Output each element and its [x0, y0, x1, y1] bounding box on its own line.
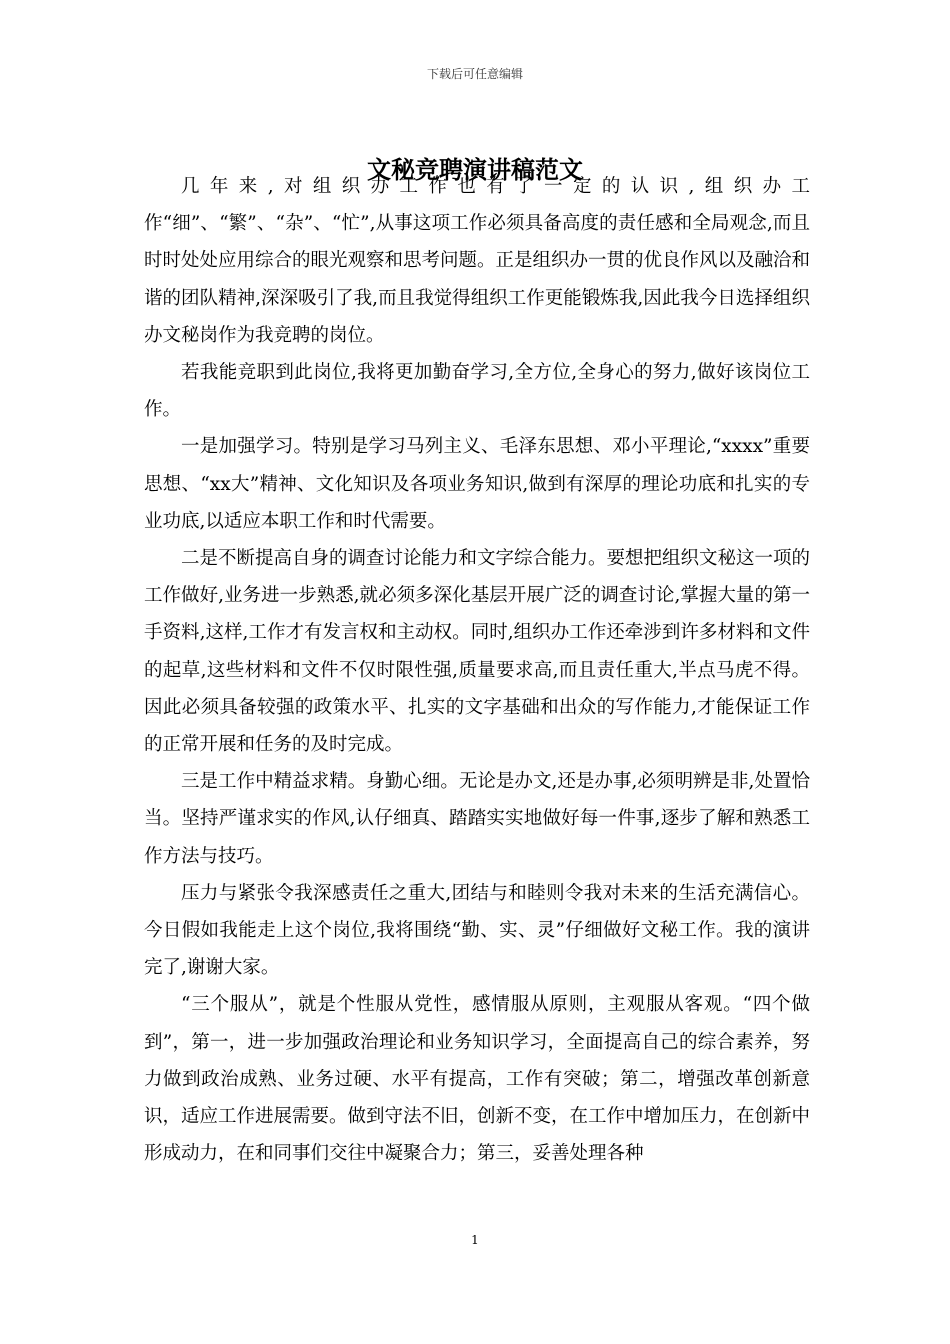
- paragraph: 一是加强学习。特别是学习马列主义、毛泽东思想、邓小平理论,“xxxx”重要思想、“xx大”精神、文化知识及各项业务知识,做到有深厚的理论功底和扎实的专业功底,以适应本职工作和时代需要。: [144, 436, 810, 532]
- page-number: 1: [471, 1233, 479, 1247]
- paragraph: “三个服从”，就是个性服从党性，感情服从原则，主观服从客观。“四个做到”，第一，进一步加强政治理论和业务知识学习，全面提高自己的综合素养，努力做到政治成熟、业务过硬、水平有提高，工作有突破；第二，增强改革创新意识，适应工作进展需要。做到守法不旧，创新不变，在工作中增加压力，在创新中形成动力，在和同事们交往中凝聚合力；第三，妥善处理各种: [144, 994, 811, 1165]
- document-title: 文秘竞聘演讲稿范文: [367, 155, 583, 184]
- paragraph: 二是不断提高自身的调查讨论能力和文字综合能力。要想把组织文秘这一项的工作做好,业务进一步熟悉,就必须多深化基层开展广泛的调查讨论,掌握大量的第一手资料,这样,工作才有发言权和主动权。同时,组织办工作还牵涉到许多材料和文件的起草,这些材料和文件不仅时限性强,质量要求高,而且责任重大,半点马虎不得。因此必须具备较强的政策水平、扎实的文字基础和出众的写作能力,才能保证工作的正常开展和任务的及时完成。: [144, 548, 811, 756]
- paragraph: 几年来,对组织办工作也有了一定的认识,组织办工作“细”、“繁”、“杂”、“忙”,从事这项工作必须具备高度的责任感和全局观念,而且时时处处应用综合的眼光观察和思考问题。正是组织办一贯的优良作风以及融洽和谐的团队精神,深深吸引了我,而且我觉得组织工作更能锻炼我,因此我今日选择组织办文秘岗作为我竞聘的岗位。: [144, 176, 811, 346]
- paragraph: 三是工作中精益求精。身勤心细。无论是办文,还是办事,必须明辨是非,处置恰当。坚持严谨求实的作风,认仔细真、踏踏实实地做好每一件事,逐步了解和熟悉工作方法与技巧。: [144, 771, 810, 867]
- header-note: 下载后可任意编辑: [426, 67, 523, 81]
- document-body: [144, 168, 810, 1172]
- paragraph: 若我能竞职到此岗位,我将更加勤奋学习,全方位,全身心的努力,做好该岗位工作。: [144, 362, 810, 421]
- paragraph: 压力与紧张令我深感责任之重大,团结与和睦则令我对未来的生活充满信心。今日假如我能走上这个岗位,我将围绕“勤、实、灵”仔细做好文秘工作。我的演讲完了,谢谢大家。: [144, 882, 810, 979]
